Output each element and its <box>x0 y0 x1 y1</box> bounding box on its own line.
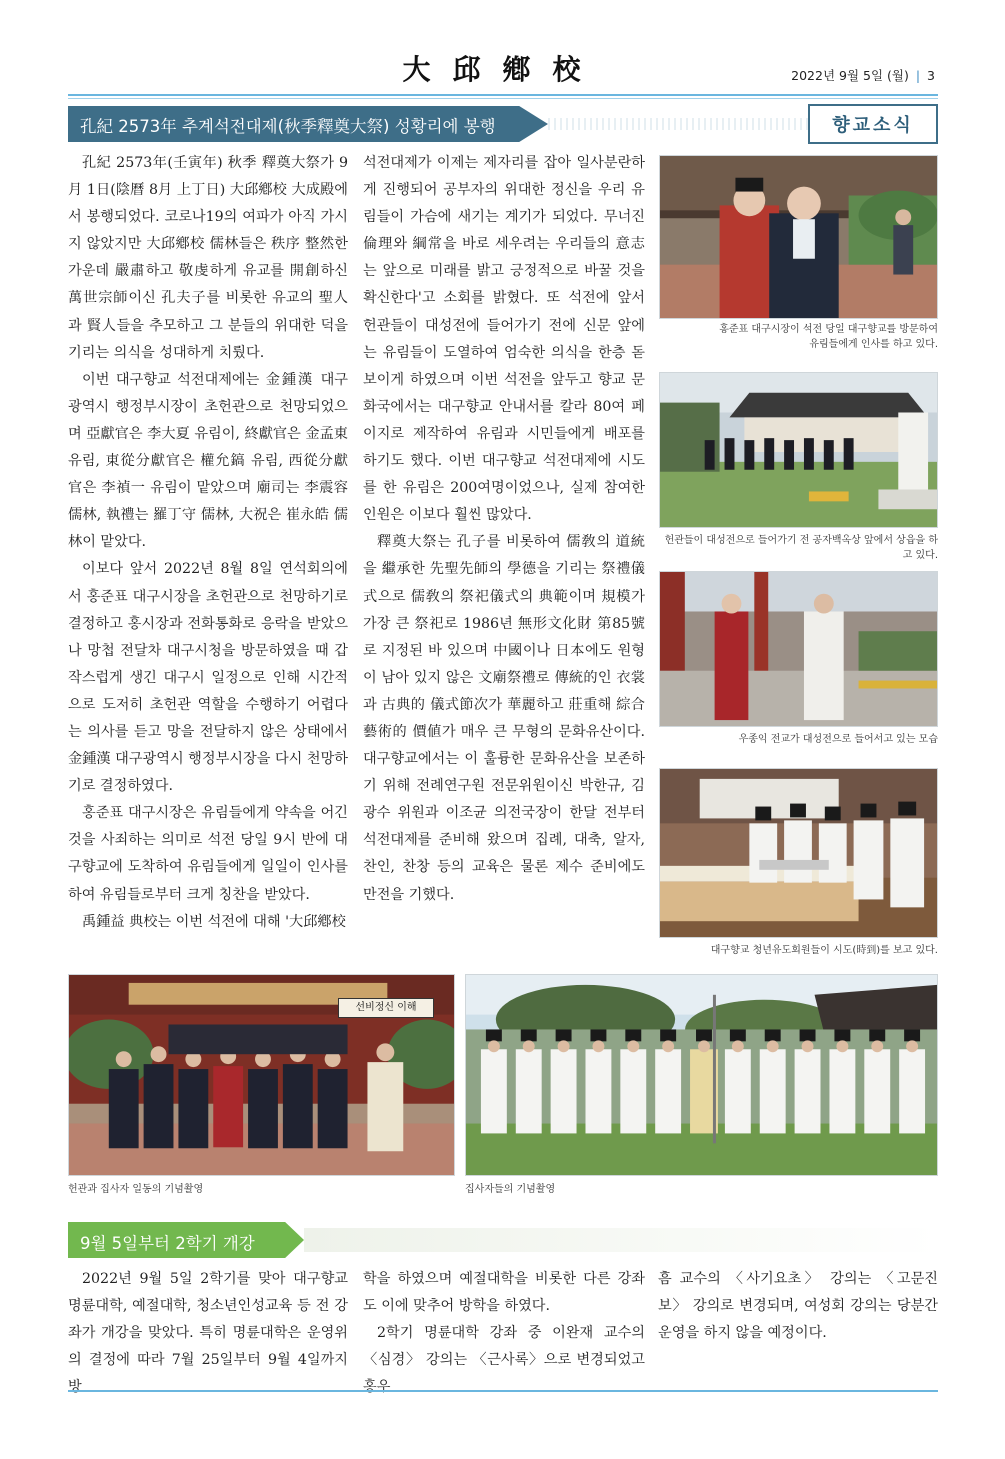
paragraph: 2022년 9월 5일 2학기를 맞아 대구향교 명륜대학, 예절대학, 청소년인성교육 등 전 강좌가 개강을 맞았다. 특히 명륜대학은 운영위의 결정에 따라 7월 25일부터 9월 4일까지 방 <box>68 1271 348 1396</box>
article2-column-1 <box>68 1266 348 1401</box>
article-headline: 孔紀 2573年 추계석전대제(秋季釋奠大祭) 성황리에 봉행 <box>80 117 496 136</box>
photo-mayor-visit <box>659 155 938 319</box>
article2-headline: 9월 5일부터 2학기 개강 <box>80 1234 255 1253</box>
photo-group-attendants <box>465 974 938 1176</box>
issue-date: 2022년 9월 5일 (월) <box>791 68 909 83</box>
article-column-2 <box>363 150 645 909</box>
photo-caption: 헌관과 집사자 일동의 기념촬영 <box>68 1184 204 1195</box>
paragraph: 석전대제가 이제는 제자리를 잡아 일사분란하게 진행되어 공부자의 위대한 정신을 우리 유림들이 가슴에 새기는 계기가 되었다. 무너진 倫理와 綱常을 바로 세우려는 우리들의 意志는 앞으로 미래를 밝고 긍정적으로 바꿀 것을 확신한다'고 소회를 밝혔다. 또 석전에 앞서 헌관들이 대성전에 들어가기 전에 신문 앞에는 유림들이 도열하여 엄숙한 의식을 한층 돋보이게 하였으며 이번 석전을 앞두고 향교 문화국에서는 대구향교 안내서를 칼라 80여 페이지로 제작하여 유림과 시민들에게 배포를 하기도 했다. 이번 대구향교 석전대제에 시도를 한 유림은 200여명이었으나, 실제 참여한 인원은 이보다 훨씬 많았다. <box>363 155 645 524</box>
photo-entering-hall <box>659 571 938 727</box>
article2-column-2 <box>363 1266 645 1401</box>
article2-column-3 <box>658 1266 938 1347</box>
paragraph: 학을 하였으며 예절대학을 비롯한 다른 강좌도 이에 맞추어 방학을 하였다. <box>363 1271 645 1315</box>
photo-sign: 선비정신 이해 <box>338 998 434 1018</box>
banner-decoration <box>548 118 808 130</box>
paragraph: 이보다 앞서 2022년 8월 8일 연석회의에서 홍준표 대구시장을 초헌관으로 천망하기로 결정하고 홍시장과 전화통화로 응락을 받았으나 망첩 전달차 대구시청을 방문하였을 때 갑작스럽게 생긴 대구시 일정으로 인해 시간적으로 도저히 초헌관 역할을 수행하기 어렵다는 의사를 듣고 망을 전달하지 않은 상태에서 金鍾漢 대구광역시 행정부시장을 다시 천망하기로 결정하였다. <box>68 561 348 795</box>
photo-officials-bowing <box>659 372 938 528</box>
paragraph: 禹鍾益 典校는 이번 석전에 대해 '大邱鄕校 <box>82 913 346 930</box>
photo-caption: 우종익 전교가 대성전으로 들어서고 있는 모습 <box>738 734 938 745</box>
top-rule <box>68 94 938 96</box>
photo-caption: 홍준표 대구시장이 석전 당일 대구향교를 방문하여 유림들에게 인사를 하고 있다. <box>719 324 938 350</box>
article-column-1 <box>68 150 348 936</box>
photo-caption: 헌관들이 대성전으로 들어가기 전 공자백옥상 앞에서 상읍을 하고 있다. <box>664 535 938 561</box>
photo-caption: 집사자들의 기념촬영 <box>465 1184 556 1195</box>
paragraph: 이번 대구향교 석전대제에는 金鍾漢 대구광역시 행정부시장이 초헌관으로 천망되었으며 亞獻官은 李大夏 유림이, 終獻官은 金孟東 유림, 東從分獻官은 權允鎬 유림, 西從分獻官은 李禎一 유림이 맡았으며 廟司는 李震容 儒林, 執禮는 羅丁守 儒林, 大祝은 崔永皓 儒林이 맡았다. <box>68 371 348 551</box>
masthead-title: 大邱鄕校 <box>402 53 603 86</box>
page-number: 3 <box>927 68 935 83</box>
top-rule-thin <box>68 98 938 99</box>
bottom-rule <box>68 1390 938 1392</box>
publication-info <box>791 66 935 84</box>
banner-decoration-2 <box>304 1228 938 1252</box>
paragraph: 홍준표 대구시장은 유림들에게 약속을 어긴 것을 사죄하는 의미로 석전 당일 9시 반에 대구향교에 도착하여 유림들에게 일일이 인사를 하여 유림들로부터 크게 칭찬을 받았다. <box>68 805 348 903</box>
section-tag: 향교소식 <box>808 104 938 144</box>
paragraph: 釋奠大祭는 孔子를 비롯하여 儒敎의 道統을 繼承한 先聖先師의 學德을 기리는 祭禮儀式으로 儒敎의 祭祀儀式의 典範이며 規模가 가장 큰 祭祀로 1986년 無形文化財 第85號로 지정된 바 있으며 中國이나 日本에도 원형이 남아 있지 않은 文廟祭禮로 傳統的인 衣裳과 古典的 儀式節次가 華麗하고 莊重해 綜合藝術的 價値가 매우 큰 무형의 문화유산이다. 대구향교에서는 이 훌륭한 문화유산을 보존하기 위해 전례연구원 전문위원이신 박한규, 김광수 위원과 이조균 의전국장이 한달 전부터 석전대제를 준비해 왔으며 집례, 대축, 알자, 찬인, 찬창 등의 교육은 물론 제수 준비에도 만전을 기했다. <box>363 534 645 903</box>
paragraph: 孔紀 2573年(壬寅年) 秋季 釋奠大祭가 9月 1日(陰曆 8月 上丁日) 大邱鄕校 大成殿에서 봉행되었다. 코로나19의 여파가 아직 가시지 않았지만 大邱鄕校 儒林들은 秩序 整然한 가운데 嚴肅하고 敬虔하게 유교를 開創하신 萬世宗師이신 孔夫子를 비롯한 유교의 聖人과 賢人들을 추모하고 그 분들의 위대한 덕을 기리는 의식을 성대하게 치뤘다. <box>68 155 348 361</box>
paragraph: 흠 교수의 〈사기요초〉 강의는 〈고문진보〉 강의로 변경되며, 여성회 강의는 당분간 운영을 하지 않을 예정이다. <box>658 1271 938 1342</box>
photo-caption: 대구향교 청년유도회원들이 시도(時到)를 보고 있다. <box>710 945 938 956</box>
paragraph: 2학기 명륜대학 강좌 중 이완재 교수의 〈심경〉 강의는 〈근사록〉으로 변경되었고 홍우 <box>363 1325 645 1396</box>
photo-youth-members <box>659 768 938 938</box>
separator: | <box>915 68 921 83</box>
